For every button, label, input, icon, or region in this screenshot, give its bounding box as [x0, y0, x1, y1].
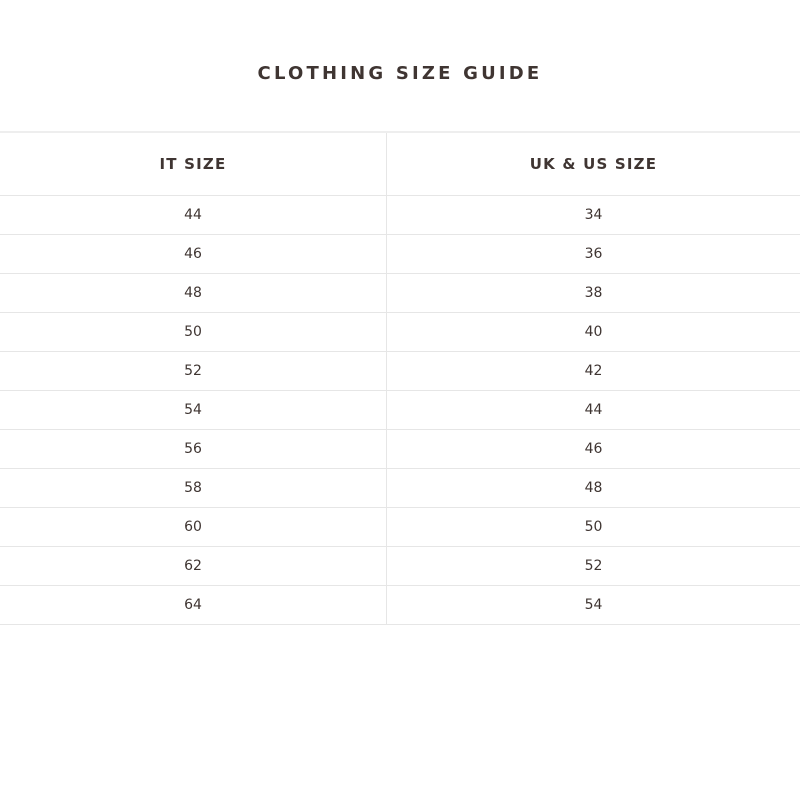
it-size-cell: 62	[0, 547, 387, 585]
uk-us-size-cell: 40	[584, 324, 603, 340]
header-uk-us-size: UK & US SIZE	[529, 155, 658, 173]
table-row	[0, 586, 800, 625]
it-size-cell: 64	[0, 586, 387, 624]
page-title: CLOTHING SIZE GUIDE	[257, 63, 543, 84]
uk-us-size-cell: 54	[584, 597, 603, 613]
header-it-size: IT SIZE	[0, 133, 387, 195]
uk-us-size-cell: 34	[584, 207, 603, 223]
table-row	[0, 391, 800, 430]
it-size-cell: 58	[0, 469, 387, 507]
table-row	[0, 235, 800, 274]
uk-us-size-cell: 38	[584, 285, 603, 301]
it-size-cell: 56	[0, 430, 387, 468]
uk-us-size-cell: 50	[584, 519, 603, 535]
uk-us-size-cell: 52	[584, 558, 603, 574]
table-row	[0, 274, 800, 313]
table-row	[0, 352, 800, 391]
table-row	[0, 547, 800, 586]
it-size-cell: 60	[0, 508, 387, 546]
it-size-cell: 46	[0, 235, 387, 273]
table-row	[0, 313, 800, 352]
uk-us-size-cell: 48	[584, 480, 603, 496]
it-size-cell: 44	[0, 196, 387, 234]
uk-us-size-cell: 42	[584, 363, 603, 379]
table-row	[0, 469, 800, 508]
table-row	[0, 430, 800, 469]
it-size-cell: 54	[0, 391, 387, 429]
it-size-cell: 48	[0, 274, 387, 312]
table-header-row	[0, 133, 800, 196]
table-row	[0, 508, 800, 547]
it-size-cell: 50	[0, 313, 387, 351]
size-table	[0, 131, 800, 625]
uk-us-size-cell: 44	[584, 402, 603, 418]
table-row	[0, 196, 800, 235]
uk-us-size-cell: 46	[584, 441, 603, 457]
uk-us-size-cell: 36	[584, 246, 603, 262]
it-size-cell: 52	[0, 352, 387, 390]
